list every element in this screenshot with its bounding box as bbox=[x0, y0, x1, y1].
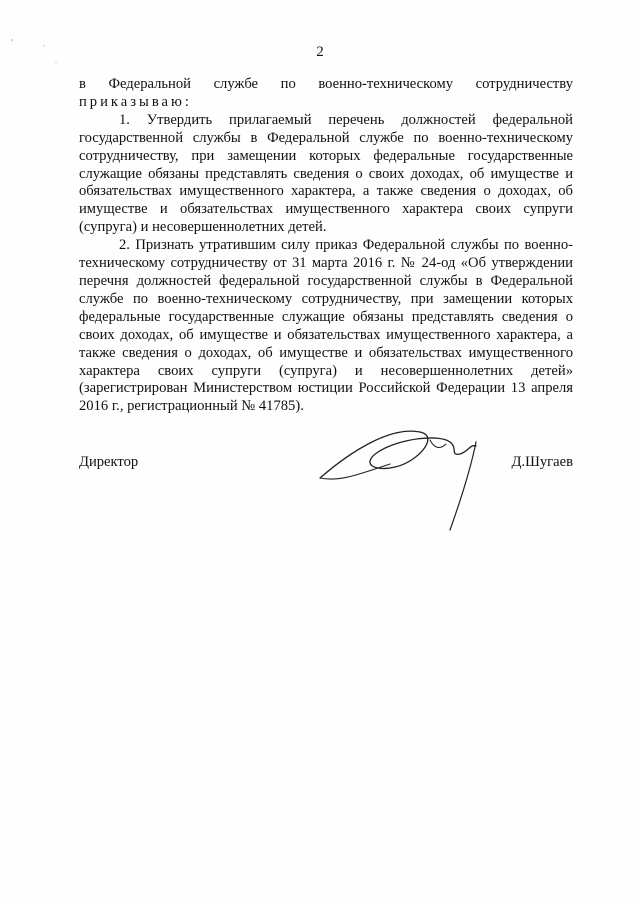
page-number: 2 bbox=[316, 44, 324, 60]
order-word: приказываю: bbox=[79, 93, 192, 110]
intro-line: в Федеральной службе по военно-техническому сотрудничеству bbox=[79, 76, 573, 92]
signer-title: Директор bbox=[79, 454, 139, 470]
signer-name: Д.Шугаев bbox=[511, 454, 573, 470]
paragraph-2: 2. Признать утратившим силу приказ Федеральной службы по военно-техническому сотрудничеству от 31 марта 2016 г. № 24-од «Об утверждении перечня должностей федеральной государственной службы в Федеральной службе по военно-техническому сотрудничеству, при замещении которых федеральные государственные служащие обязаны представлять сведения о своих доходах, об имуществе и обязательствах имущественного характера, а также сведения о доходах, об имуществе и обязательствах имущественного характера своих супруги (супруга) и несовершеннолетних детей» (зарегистрирован Министерством юстиции Российской Федерации 13 апреля 2016 г., регистрационный № 41785). bbox=[79, 237, 573, 415]
handwritten-signature bbox=[300, 412, 490, 532]
document-body bbox=[79, 76, 573, 416]
paragraph-1: 1. Утвердить прилагаемый перечень должностей федеральной государственной службы в Федеральной службе по военно-техническому сотрудничеству, при замещении которых федеральные государственные служащие обязаны представлять сведения о своих доходах, об имуществе и обязательствах имущественного характера, а также сведения о доходах, об имуществе и обязательствах имущественного характера своих супруги (супруга) и несовершеннолетних детей. bbox=[79, 111, 573, 236]
